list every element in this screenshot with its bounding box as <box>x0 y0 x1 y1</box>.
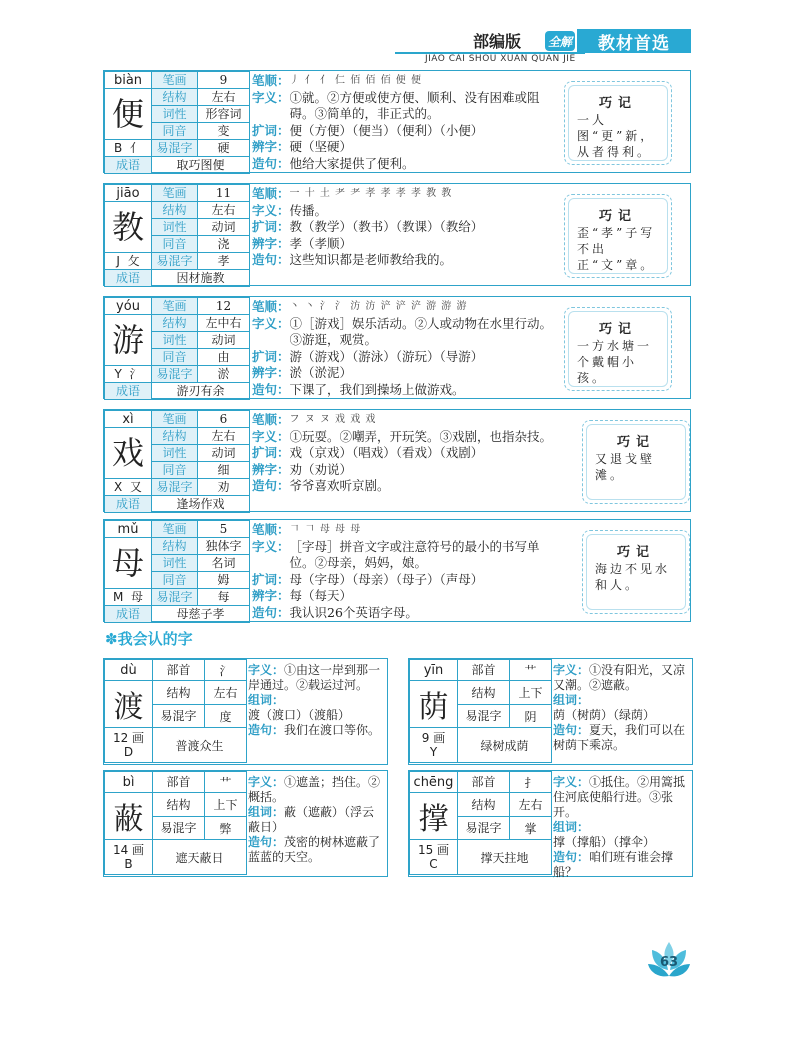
pinyin: mǔ <box>105 521 152 538</box>
group-text: 荫（树荫）（绿荫） <box>553 708 656 722</box>
distinguish-label: 辨字： <box>252 139 290 154</box>
sentence-text: 我们在渡口等你。 <box>284 723 381 737</box>
strokes-value: 12 <box>198 298 250 315</box>
idiom-label: 成语 <box>105 383 152 400</box>
confusable-value: 硬 <box>198 140 250 157</box>
main-character: 渡 <box>105 681 153 728</box>
strokes-label: 笔画 <box>152 72 198 89</box>
pinyin: yóu <box>105 298 152 315</box>
sentence-label: 造句： <box>248 835 285 849</box>
index-letter: C <box>429 857 438 872</box>
sentence-text: 这些知识都是老师教给我的。 <box>289 252 453 267</box>
strokes-label: 笔画 <box>152 298 198 315</box>
pos-value: 动词 <box>198 445 250 462</box>
main-character: 戏 <box>105 428 152 479</box>
order-label: 笔顺： <box>252 186 290 201</box>
structure-value: 左右 <box>510 793 552 816</box>
recognize-info-table <box>104 771 247 875</box>
index-letter: J <box>116 253 120 268</box>
recognize-details <box>553 663 689 753</box>
expand-label: 扩词： <box>252 219 290 234</box>
radical: 亻 <box>129 140 142 155</box>
idiom-value: 逢场作戏 <box>152 496 250 513</box>
strokes-letter <box>410 840 458 875</box>
main-character: 母 <box>105 538 152 589</box>
sentence-label: 造句： <box>252 478 290 493</box>
confusable-label: 易混字 <box>152 589 198 606</box>
confusable-value: 孝 <box>198 253 250 270</box>
memo-text: 海边不见水和人。 <box>595 562 671 592</box>
edition-label: 部编版 <box>473 32 522 51</box>
main-character: 游 <box>105 315 152 366</box>
pinyin: bì <box>105 772 153 793</box>
expand-text: 游（游戏）（游泳）（游玩）（导游） <box>289 348 484 364</box>
pos-value: 形容词 <box>198 106 250 123</box>
homophone-value: 变 <box>198 123 250 140</box>
order-label: 笔顺： <box>252 412 290 427</box>
structure-label: 结构 <box>152 428 198 445</box>
pos-value: 动词 <box>198 219 250 236</box>
strokes-value: 15 画 <box>417 843 450 858</box>
homophone-value: 浇 <box>198 236 250 253</box>
sentence-text: 我认识26个英语字母。 <box>289 604 418 620</box>
group-text: 蔽（遮蔽）（浮云蔽日） <box>248 805 375 834</box>
memory-tip-box <box>582 420 690 504</box>
structure-label: 结构 <box>152 202 198 219</box>
letter-radical <box>105 140 152 157</box>
meaning-label: 字义： <box>248 775 285 789</box>
sentence-label: 造句： <box>248 723 285 737</box>
letter-radical <box>105 366 152 383</box>
character-card <box>103 296 691 399</box>
structure-label: 结构 <box>153 793 205 816</box>
pos-label: 词性 <box>152 555 198 572</box>
confusable-value: 劝 <box>198 479 250 496</box>
recognize-info-table <box>409 659 552 763</box>
index-letter: B <box>124 857 133 872</box>
section-title: ✽我会认的字 <box>105 630 193 648</box>
order-label: 笔顺： <box>252 299 290 314</box>
strokes-value: 14 画 <box>112 843 145 858</box>
memo-title: 巧记 <box>598 96 637 111</box>
idiom-label: 成语 <box>105 157 152 174</box>
distinguish-text: 淤（淤泥） <box>289 365 353 380</box>
structure-label: 结构 <box>153 681 205 704</box>
strokes-letter <box>105 840 153 875</box>
meaning-label: 字义： <box>553 663 590 677</box>
strokes-value: 11 <box>198 185 250 202</box>
char-details <box>252 186 562 269</box>
strokes-letter <box>105 728 153 763</box>
expand-label: 扩词： <box>252 571 290 587</box>
confusable-value: 度 <box>205 704 247 727</box>
distinguish-label: 辨字： <box>252 588 290 603</box>
sentence-label: 造句： <box>252 252 290 267</box>
meaning-label: 字义： <box>252 428 290 444</box>
pos-value: 动词 <box>198 332 250 349</box>
radical-value: 氵 <box>205 660 247 681</box>
recognize-card <box>408 770 693 877</box>
recognize-info-table <box>104 659 247 763</box>
brand-title: 教材首选 <box>577 29 691 53</box>
idiom-value: 撑天拄地 <box>458 840 552 875</box>
confusable-value: 淤 <box>198 366 250 383</box>
letter-radical <box>105 589 152 606</box>
char-info-table <box>104 520 250 623</box>
memory-tip-box <box>564 307 672 391</box>
radical-label: 部首 <box>153 660 205 681</box>
confusable-label: 易混字 <box>152 479 198 496</box>
pos-label: 词性 <box>152 219 198 236</box>
meaning-label: 字义： <box>252 89 290 105</box>
memo-text: 又退戈壁滩。 <box>595 452 656 482</box>
idiom-value: 遮天蔽日 <box>153 840 247 875</box>
index-letter: Y <box>114 366 122 381</box>
expand-label: 扩词： <box>252 445 290 460</box>
homophone-label: 同音 <box>152 236 198 253</box>
strokes-label: 笔画 <box>152 521 198 538</box>
recognize-card <box>408 658 693 765</box>
pos-value: 名词 <box>198 555 250 572</box>
confusable-value: 每 <box>198 589 250 606</box>
radical-value: 艹 <box>510 660 552 681</box>
sentence-text: 他给大家提供了便利。 <box>289 155 415 171</box>
group-label: 组词： <box>248 693 285 707</box>
radical: 氵 <box>129 366 142 381</box>
recognize-details <box>553 775 689 880</box>
meaning-text: ①抵住。②用篙抵住河底使船行进。③张开。 <box>553 775 686 819</box>
char-details <box>252 73 562 172</box>
radical-label: 部首 <box>153 772 205 793</box>
expand-label: 扩词： <box>252 348 290 364</box>
recognize-details <box>248 663 384 738</box>
idiom-label: 成语 <box>105 606 152 623</box>
letter-radical <box>105 253 152 270</box>
memory-tip-box <box>564 81 672 165</box>
distinguish-text: 孝（孝顺） <box>289 235 353 251</box>
pos-label: 词性 <box>152 106 198 123</box>
stroke-order: 丶 丶 氵 氵 汸 汸 浐 浐 浐 游 游 游 <box>289 301 468 312</box>
char-info-table <box>104 184 250 287</box>
homophone-label: 同音 <box>152 572 198 589</box>
radical-label: 部首 <box>458 660 510 681</box>
index-letter: D <box>123 745 134 760</box>
memo-text: 一方水塘一个戴帽小孩。 <box>577 339 653 385</box>
character-card <box>103 183 691 286</box>
page-number: 63 <box>659 955 679 970</box>
meaning-text: ①遮盖；挡住。②概括。 <box>248 775 381 804</box>
stroke-order: 丿 亻 亻 仁 佰 佰 佰 便 便 <box>289 75 422 86</box>
header-pinyin: JIAO CAI SHOU XUAN QUAN JIE <box>425 54 576 64</box>
char-details <box>252 412 562 495</box>
sentence-text: 茂密的树林遮蔽了蓝蓝的天空。 <box>248 835 381 864</box>
distinguish-label: 辨字： <box>252 235 290 251</box>
radical-value: 扌 <box>510 772 552 793</box>
distinguish-label: 辨字： <box>252 461 290 477</box>
meaning-label: 字义： <box>553 775 590 789</box>
confusable-value: 掌 <box>510 816 552 839</box>
distinguish-text: 硬（坚硬） <box>289 139 353 154</box>
stroke-order: 𠃍 𠃍 母 母 母 <box>289 524 362 535</box>
confusable-label: 易混字 <box>458 704 510 727</box>
character-card <box>103 519 691 622</box>
radical-value: 艹 <box>205 772 247 793</box>
homophone-label: 同音 <box>152 123 198 140</box>
structure-label: 结构 <box>152 89 198 106</box>
main-character: 便 <box>105 89 152 140</box>
homophone-label: 同音 <box>152 462 198 479</box>
homophone-value: 由 <box>198 349 250 366</box>
confusable-label: 易混字 <box>152 366 198 383</box>
stroke-order: 一 十 土 耂 耂 孝 孝 孝 孝 教 教 <box>289 188 453 199</box>
strokes-value: 9 <box>198 72 250 89</box>
distinguish-text: 劝（劝说） <box>289 461 353 477</box>
index-letter: X <box>114 479 123 494</box>
main-character: 撑 <box>410 793 458 840</box>
memory-tip-box <box>582 530 690 614</box>
structure-value: 左右 <box>205 681 247 704</box>
order-label: 笔顺： <box>252 73 290 88</box>
sentence-label: 造句： <box>553 850 590 864</box>
distinguish-label: 辨字： <box>252 365 290 380</box>
idiom-value: 绿树成荫 <box>458 728 552 763</box>
sentence-text: 夏天，我们可以在树荫下乘凉。 <box>553 723 686 752</box>
char-info-table <box>104 297 250 400</box>
pos-label: 词性 <box>152 332 198 349</box>
strokes-value: 5 <box>198 521 250 538</box>
radical-label: 部首 <box>458 772 510 793</box>
sentence-text: 咱们班有谁会撑船？ <box>553 850 674 879</box>
memo-text: 歪“孝”子写不出正“文”章。 <box>577 226 656 272</box>
idiom-value: 母慈子孝 <box>152 606 250 623</box>
confusable-value: 阴 <box>510 704 552 727</box>
pinyin: xì <box>105 411 152 428</box>
radical: 又 <box>129 479 142 494</box>
sentence-label: 造句： <box>252 381 290 397</box>
sentence-label: 造句： <box>252 155 290 171</box>
recognize-info-table <box>409 771 552 875</box>
meaning-text: ①玩耍。②嘲弄，开玩笑。③戏剧，也指杂技。 <box>289 428 553 444</box>
meaning-text: 传播。 <box>289 202 328 218</box>
expand-text: 戏（京戏）（唱戏）（看戏）（戏剧） <box>289 445 484 460</box>
structure-label: 结构 <box>458 793 510 816</box>
homophone-value: 细 <box>198 462 250 479</box>
strokes-label: 笔画 <box>152 185 198 202</box>
meaning-label: 字义： <box>252 315 290 331</box>
char-details <box>252 299 562 398</box>
meaning-text: ①［游戏］娱乐活动。②人或动物在水里行动。③游逛，观赏。 <box>289 315 553 347</box>
pinyin: yīn <box>410 660 458 681</box>
meaning-text: ［字母］拼音文字或注意符号的最小的书写单位。②母亲，妈妈，娘。 <box>289 538 540 570</box>
confusable-label: 易混字 <box>153 704 205 727</box>
strokes-label: 笔画 <box>152 411 198 428</box>
confusable-label: 易混字 <box>152 253 198 270</box>
stroke-order: フ ヌ ヌ 戏 戏 戏 <box>289 414 377 425</box>
sentence-text: 下课了，我们到操场上做游戏。 <box>289 381 465 397</box>
structure-value: 左右 <box>198 202 250 219</box>
group-label: 组词： <box>248 805 285 819</box>
homophone-value: 姆 <box>198 572 250 589</box>
main-character: 蔽 <box>105 793 153 840</box>
page-number-badge <box>646 940 692 980</box>
main-character: 荫 <box>410 681 458 728</box>
meaning-label: 字义： <box>252 538 290 554</box>
memo-title: 巧记 <box>616 435 655 450</box>
idiom-label: 成语 <box>105 270 152 287</box>
confusable-value: 弊 <box>205 816 247 839</box>
confusable-label: 易混字 <box>458 816 510 839</box>
expand-label: 扩词： <box>252 122 290 138</box>
recognize-card <box>103 658 388 765</box>
expand-text: 便（方便）（便当）（便利）（小便） <box>289 122 484 138</box>
expand-text: 母（字母）（母亲）（母子）（声母） <box>289 571 484 587</box>
meaning-label: 字义： <box>248 663 285 677</box>
confusable-label: 易混字 <box>152 140 198 157</box>
pinyin: biàn <box>105 72 152 89</box>
strokes-letter <box>410 728 458 763</box>
recognize-details <box>248 775 384 865</box>
page-header <box>395 27 695 63</box>
pinyin: dù <box>105 660 153 681</box>
character-card <box>103 70 691 173</box>
sentence-text: 爷爷喜欢听京剧。 <box>289 478 390 493</box>
sentence-label: 造句： <box>553 723 590 737</box>
meaning-label: 字义： <box>252 202 290 218</box>
char-info-table <box>104 410 250 513</box>
meaning-text: ①没有阳光，又凉又潮。②遮蔽。 <box>553 663 686 692</box>
char-info-table <box>104 71 250 174</box>
memo-text: 一人图“更”新，从者得利。 <box>577 113 656 159</box>
meaning-text: ①由这一岸到那一岸通过。②载运过河。 <box>248 663 381 692</box>
index-letter: B <box>114 140 123 155</box>
structure-label: 结构 <box>152 315 198 332</box>
sentence-label: 造句： <box>252 604 290 620</box>
pinyin: jiāo <box>105 185 152 202</box>
recognize-card <box>103 770 388 877</box>
letter-radical <box>105 479 152 496</box>
structure-label: 结构 <box>458 681 510 704</box>
structure-value: 左右 <box>198 89 250 106</box>
radical: 母 <box>130 589 143 604</box>
strokes-value: 12 画 <box>112 731 145 746</box>
pinyin: chēng <box>410 772 458 793</box>
character-card <box>103 409 691 512</box>
structure-value: 左右 <box>198 428 250 445</box>
idiom-value: 因材施教 <box>152 270 250 287</box>
group-label: 组词： <box>553 693 590 707</box>
memory-tip-box <box>564 194 672 278</box>
confusable-label: 易混字 <box>153 816 205 839</box>
structure-value: 上下 <box>205 793 247 816</box>
idiom-label: 成语 <box>105 496 152 513</box>
group-text: 渡（渡口）（渡船） <box>248 708 351 722</box>
idiom-value: 游刃有余 <box>152 383 250 400</box>
idiom-value: 普渡众生 <box>153 728 247 763</box>
structure-value: 上下 <box>510 681 552 704</box>
strokes-value: 9 画 <box>421 731 446 746</box>
group-text: 撑（撑船）（撑伞） <box>553 835 656 849</box>
group-label: 组词： <box>553 820 590 834</box>
memo-title: 巧记 <box>616 545 655 560</box>
brand-logo: 全解 <box>545 31 575 51</box>
strokes-value: 6 <box>198 411 250 428</box>
main-character: 教 <box>105 202 152 253</box>
char-details <box>252 522 562 621</box>
homophone-label: 同音 <box>152 349 198 366</box>
radical: 攵 <box>127 253 140 268</box>
index-letter: M <box>112 589 124 604</box>
structure-value: 左中右 <box>198 315 250 332</box>
structure-label: 结构 <box>152 538 198 555</box>
structure-value: 独体字 <box>198 538 250 555</box>
distinguish-text: 每（每天） <box>289 588 353 603</box>
meaning-text: ①就。②方便或使方便、顺利、没有困难或阻碍。③简单的，非正式的。 <box>289 89 540 121</box>
index-letter: Y <box>429 745 438 760</box>
idiom-value: 取巧图便 <box>152 157 250 174</box>
expand-text: 教（教学）（教书）（教课）（教给） <box>289 219 484 234</box>
memo-title: 巧记 <box>598 322 637 337</box>
pos-label: 词性 <box>152 445 198 462</box>
order-label: 笔顺： <box>252 522 290 537</box>
memo-title: 巧记 <box>598 209 637 224</box>
